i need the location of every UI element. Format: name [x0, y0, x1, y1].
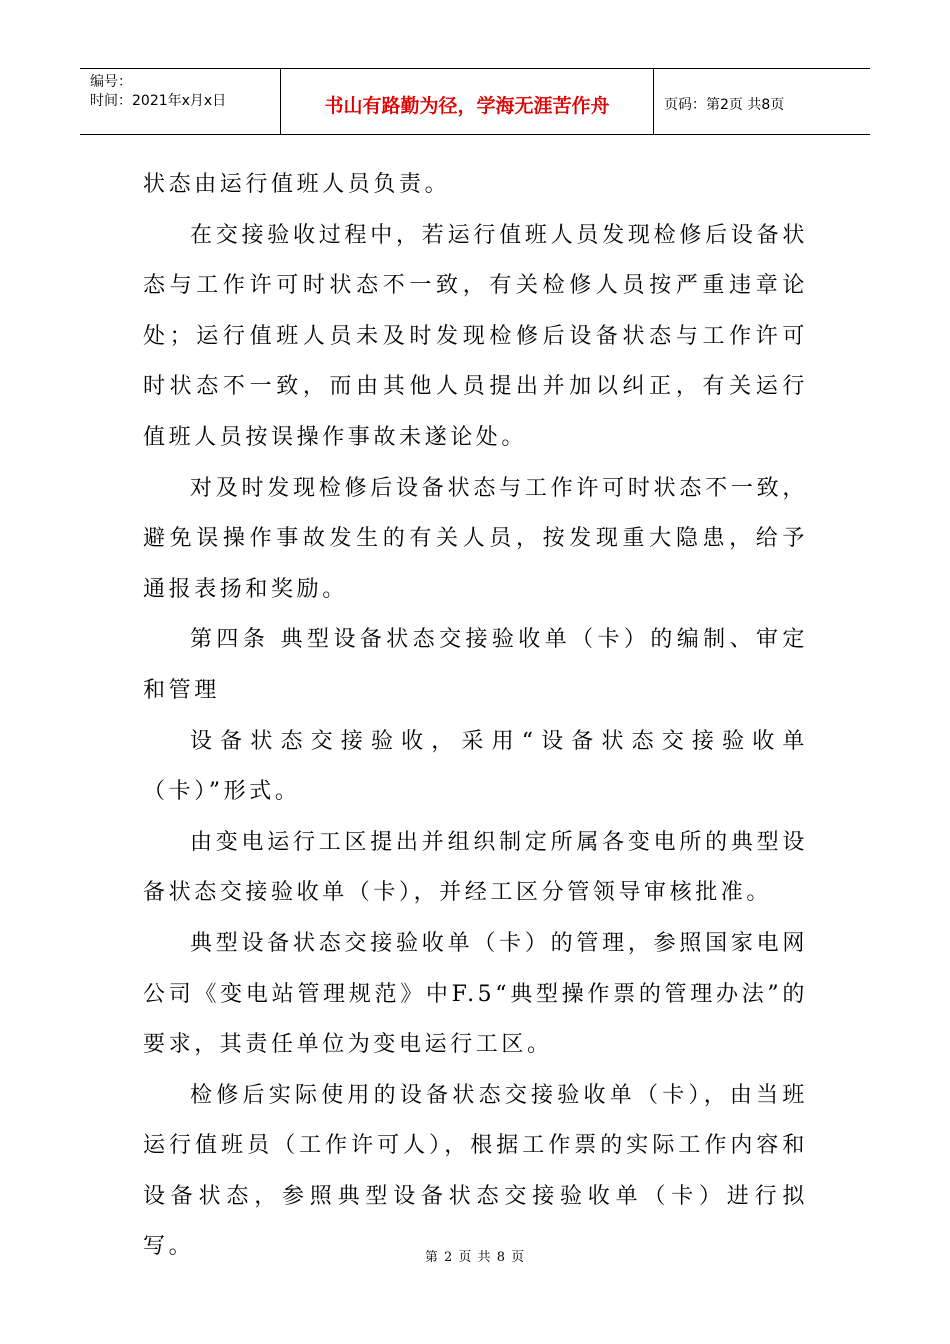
document-body: [143, 160, 808, 1273]
header-page-info: 页码：第2页 共8页: [664, 96, 785, 113]
page-footer: 第 2 页 共 8 页: [424, 1250, 526, 1265]
body-paragraph: 设备状态交接验收，采用“设备状态交接验收单（卡）”形式。: [143, 728, 808, 805]
body-paragraph: 状态由运行值班人员负责。: [143, 172, 451, 197]
document-date: 时间：2021年x月x日: [90, 93, 227, 109]
document-number-label: 编号：: [90, 74, 132, 90]
body-paragraph: 对及时发现检修后设备状态与工作许可时状态不一致，避免误操作事故发生的有关人员，按发现重大隐患，给予通报表扬和奖励。: [143, 475, 808, 602]
document-header: [80, 68, 870, 135]
header-motto: 书山有路勤为径，学海无涯苦作舟: [281, 69, 654, 134]
body-paragraph: 检修后实际使用的设备状态交接验收单（卡），由当班运行值班员（工作许可人），根据工作票的实际工作内容和设备状态，参照典型设备状态交接验收单（卡）进行拟写。: [143, 1082, 808, 1260]
body-paragraph: 在交接验收过程中，若运行值班人员发现检修后设备状态与工作许可时状态不一致，有关检修人员按严重违章论处；运行值班人员未及时发现检修后设备状态与工作许可时状态不一致，而由其他人员提出并加以纠正，有关运行值班人员按误操作事故未遂论处。: [143, 222, 808, 450]
body-paragraph: 由变电运行工区提出并组织制定所属各变电所的典型设备状态交接验收单（卡），并经工区分管领导审核批准。: [143, 829, 808, 906]
body-paragraph: 典型设备状态交接验收单（卡）的管理，参照国家电网公司《变电站管理规范》中F.5“典型操作票的管理办法”的要求，其责任单位为变电运行工区。: [143, 930, 808, 1058]
header-meta: [80, 69, 281, 134]
section-heading: 第四条 典型设备状态交接验收单（卡）的编制、审定和管理: [143, 627, 808, 703]
